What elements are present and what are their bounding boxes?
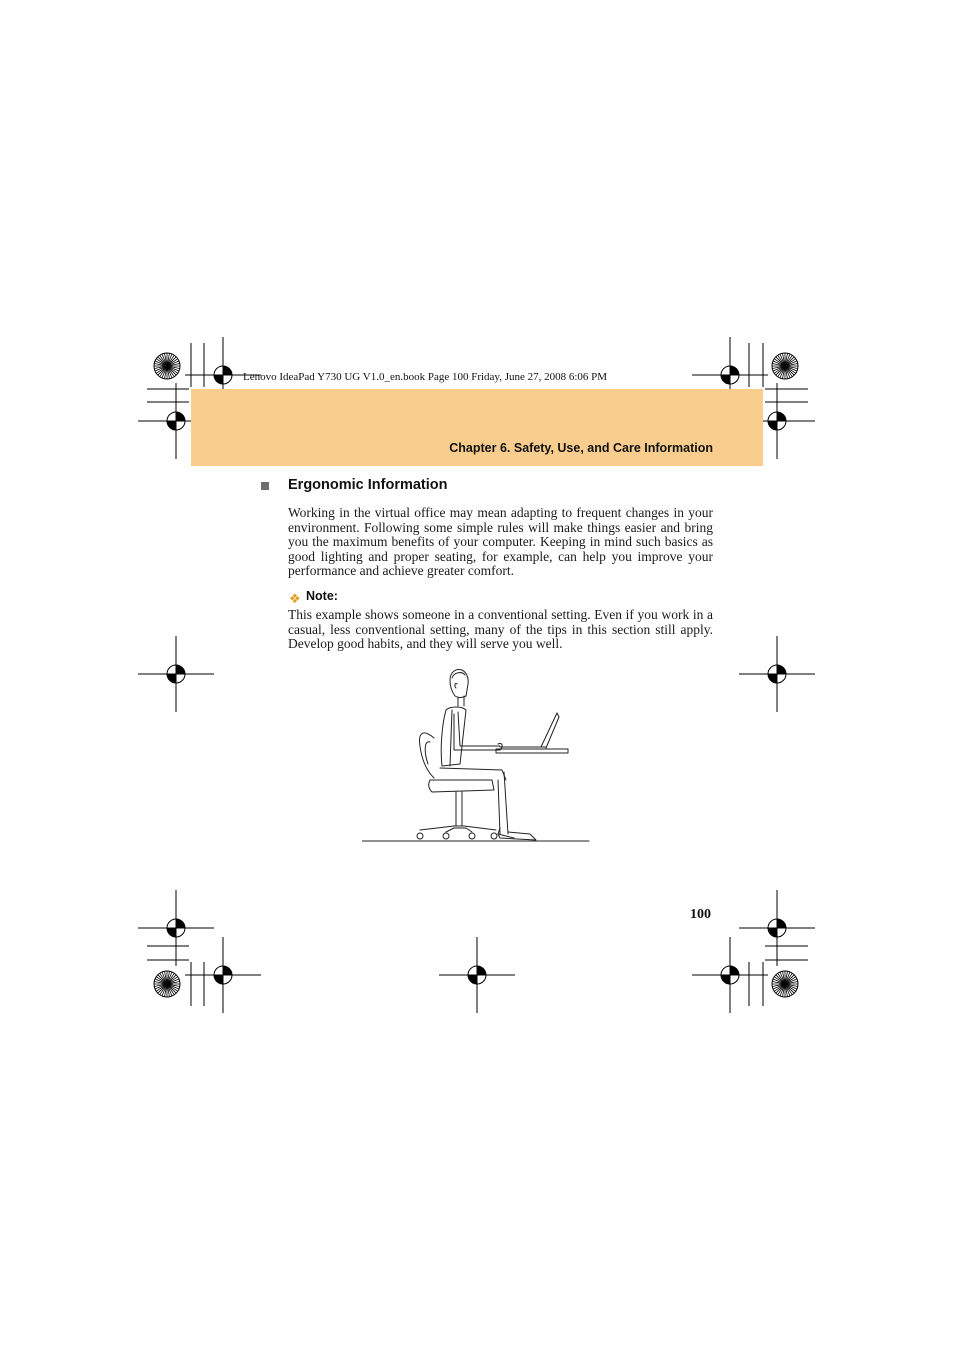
square-bullet-icon	[261, 482, 269, 490]
section-heading: Ergonomic Information	[288, 477, 448, 493]
note-paragraph: This example shows someone in a conventional setting. Even if you work in a casual, less conventional setting, many of the tips in this section still apply. Develop good habits, and they will serve you well.	[288, 607, 713, 652]
seated-person-at-laptop-illustration	[362, 668, 592, 844]
print-file-info: Lenovo IdeaPad Y730 UG V1.0_en.book Page 100 Friday, June 27, 2008 6:06 PM	[243, 371, 608, 383]
note-label: Note:	[306, 589, 338, 603]
chapter-header-band	[191, 389, 763, 466]
diamond-note-icon: ❖	[289, 591, 301, 606]
body-paragraph: Working in the virtual office may mean adapting to frequent changes in your environment. Following some simple rules will make things easier and bring you the maximum benefits of your computer. Keeping in mind such basics as good lighting and proper seating, for example, can help you improve your performance and achieve greater comfort.	[288, 505, 713, 579]
page-number: 100	[690, 907, 711, 922]
chapter-title: Chapter 6. Safety, Use, and Care Information	[449, 441, 713, 455]
